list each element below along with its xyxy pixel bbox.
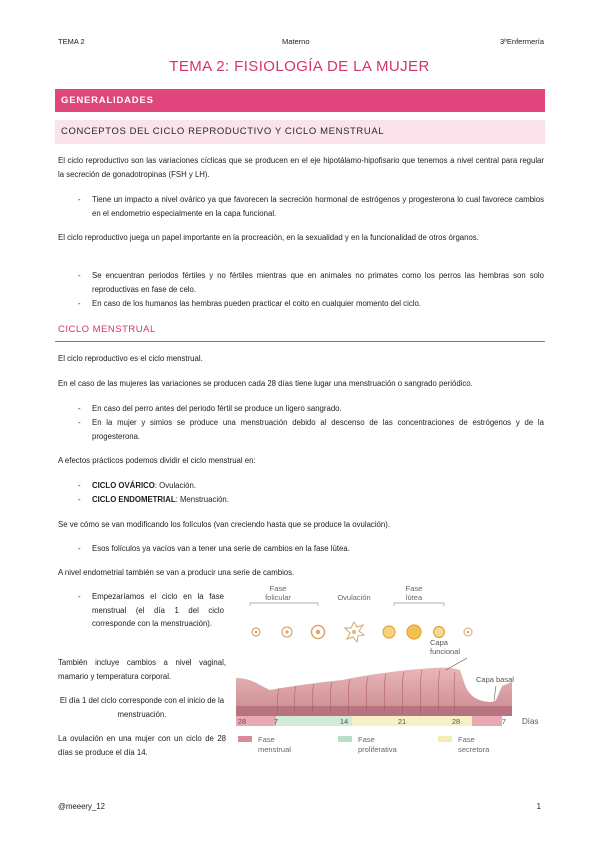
list-item (78, 479, 544, 493)
day-tick: 28 (237, 717, 247, 726)
list-item-text: Esos folículos ya vacíos van a tener una serie de cambios en la fase lútea. (92, 544, 350, 553)
list-item (78, 416, 544, 443)
bullet-dash: - (78, 592, 81, 601)
list-item-text: Empezaríamos el ciclo en la fase menstrual (el día 1 del ciclo corresponde con la menstruación). (92, 592, 224, 628)
label-fase-folicular-2: folicular (265, 593, 291, 602)
list-item (78, 542, 544, 556)
label-capa-funcional-1: Capa (430, 638, 448, 647)
label-capa-funcional-2: funcional (430, 647, 461, 656)
paragraph: El ciclo reproductivo es el ciclo menstrual. (58, 354, 203, 363)
list-item (78, 493, 544, 507)
paragraph: A efectos prácticos podemos dividir el ciclo menstrual en: (58, 456, 256, 465)
bullet-dash: - (78, 495, 81, 504)
page-title: TEMA 2: FISIOLOGÍA DE LA MUJER (169, 58, 430, 75)
header-center: Materno (282, 37, 310, 46)
paragraph: También incluye cambios a nivel vaginal, mamario y temperatura corporal. (58, 658, 226, 681)
label-fase-lutea-2: lútea (405, 593, 423, 602)
header-right: 3ºEnfermería (499, 37, 544, 46)
list-item-text: Se encuentran periodos fértiles y no fértiles mientras que en animales no primates como los perros las hembras son solo reproductivas en fase de celo. (92, 271, 544, 294)
paragraph: A nivel endometrial también se van a producir una serie de cambios. (58, 568, 295, 577)
list-item-text (92, 493, 544, 507)
figure-legend (238, 735, 490, 754)
legend-label: Fase (358, 735, 375, 744)
list-item-text: En caso del perro antes del periodo fértil se produce un ligero sangrado. (92, 404, 342, 413)
paragraph: En el caso de las mujeres las variaciones se producen cada 28 días tiene lugar una menstruación o sangrado periódico. (58, 379, 473, 388)
term-ciclo-endometrial: CICLO ENDOMETRIAL (92, 495, 176, 504)
legend-label: secretora (458, 745, 490, 754)
day-tick: 7 (501, 717, 507, 726)
bullet-dash: - (78, 299, 81, 308)
term-definition: : Menstruación. (175, 495, 229, 504)
subsection-band: CONCEPTOS DEL CICLO REPRODUCTIVO Y CICLO MENSTRUAL (55, 120, 545, 144)
list-item (78, 193, 544, 220)
legend-label: Fase (258, 735, 275, 744)
endometrium-illustration (236, 658, 512, 716)
menstrual-cycle-figure (232, 582, 550, 762)
section-heading-ciclo-menstrual: CICLO MENSTRUAL (58, 324, 156, 335)
bullet-dash: - (78, 418, 81, 427)
label-capa-basal: Capa basal (476, 675, 514, 684)
list-item-text: Tiene un impacto a nivel ovárico ya que favorecen la secreción hormonal de estrógenos y progesterona lo cual favorece cambios en el endometrio especialmente en la capa funcional. (92, 195, 544, 218)
paragraph-ciclo-reproductivo: El ciclo reproductivo son las variaciones cíclicas que se producen en el eje hipotálamo-hipofisario que tenemos a nivel central para regular la secreción de gonadotropinas (FSH y LH). (58, 156, 544, 179)
paragraph: El día 1 del ciclo corresponde con el inicio de la menstruación. (59, 696, 225, 719)
bullet-dash: - (78, 195, 81, 204)
list-item (78, 269, 544, 296)
bullet-dash: - (78, 271, 81, 280)
section-divider (55, 341, 545, 342)
list-item-text: En caso de los humanos las hembras pueden practicar el coito en cualquier momento del ciclo. (92, 299, 421, 308)
day-tick: 21 (397, 717, 407, 726)
header-left: TEMA 2 (58, 37, 85, 46)
list-item-text (92, 479, 544, 493)
legend-label: Fase (458, 735, 475, 744)
bullet-dash: - (78, 481, 81, 490)
list-item-text: En la mujer y simios se produce una menstruación debido al descenso de las concentraciones de estrógenos y de la progesterona. (92, 418, 544, 441)
label-ovulacion: Ovulación (337, 593, 371, 602)
label-fase-folicular-1: Fase (269, 584, 287, 593)
legend-label: proliferativa (358, 745, 397, 754)
page-number: 1 (536, 802, 541, 811)
bullet-dash: - (78, 404, 81, 413)
bullet-dash: - (78, 544, 81, 553)
day-tick: 28 (451, 717, 461, 726)
footer-author: @meeery_12 (58, 802, 105, 811)
list-item (78, 402, 544, 416)
list-item (78, 297, 544, 311)
term-definition: : Ovulación. (154, 481, 196, 490)
legend-label: menstrual (258, 745, 291, 754)
paragraph: La ovulación en una mujer con un ciclo de 28 días se produce el día 14. (58, 734, 226, 757)
list-item (78, 590, 224, 631)
paragraph-papel: El ciclo reproductivo juega un papel importante en la procreación, en la sexualidad y en la funcionalidad de otros órganos. (58, 233, 479, 242)
day-tick: 7 (273, 717, 279, 726)
day-tick: 14 (339, 717, 349, 726)
section-band-generalidades: GENERALIDADES (55, 89, 545, 112)
days-label: Días (522, 717, 539, 726)
term-ciclo-ovarico: CICLO OVÁRICO (92, 481, 155, 490)
paragraph: Se ve cómo se van modificando los folículos (van creciendo hasta que se produce la ovulación). (58, 520, 390, 529)
label-fase-lutea-1: Fase (405, 584, 423, 593)
